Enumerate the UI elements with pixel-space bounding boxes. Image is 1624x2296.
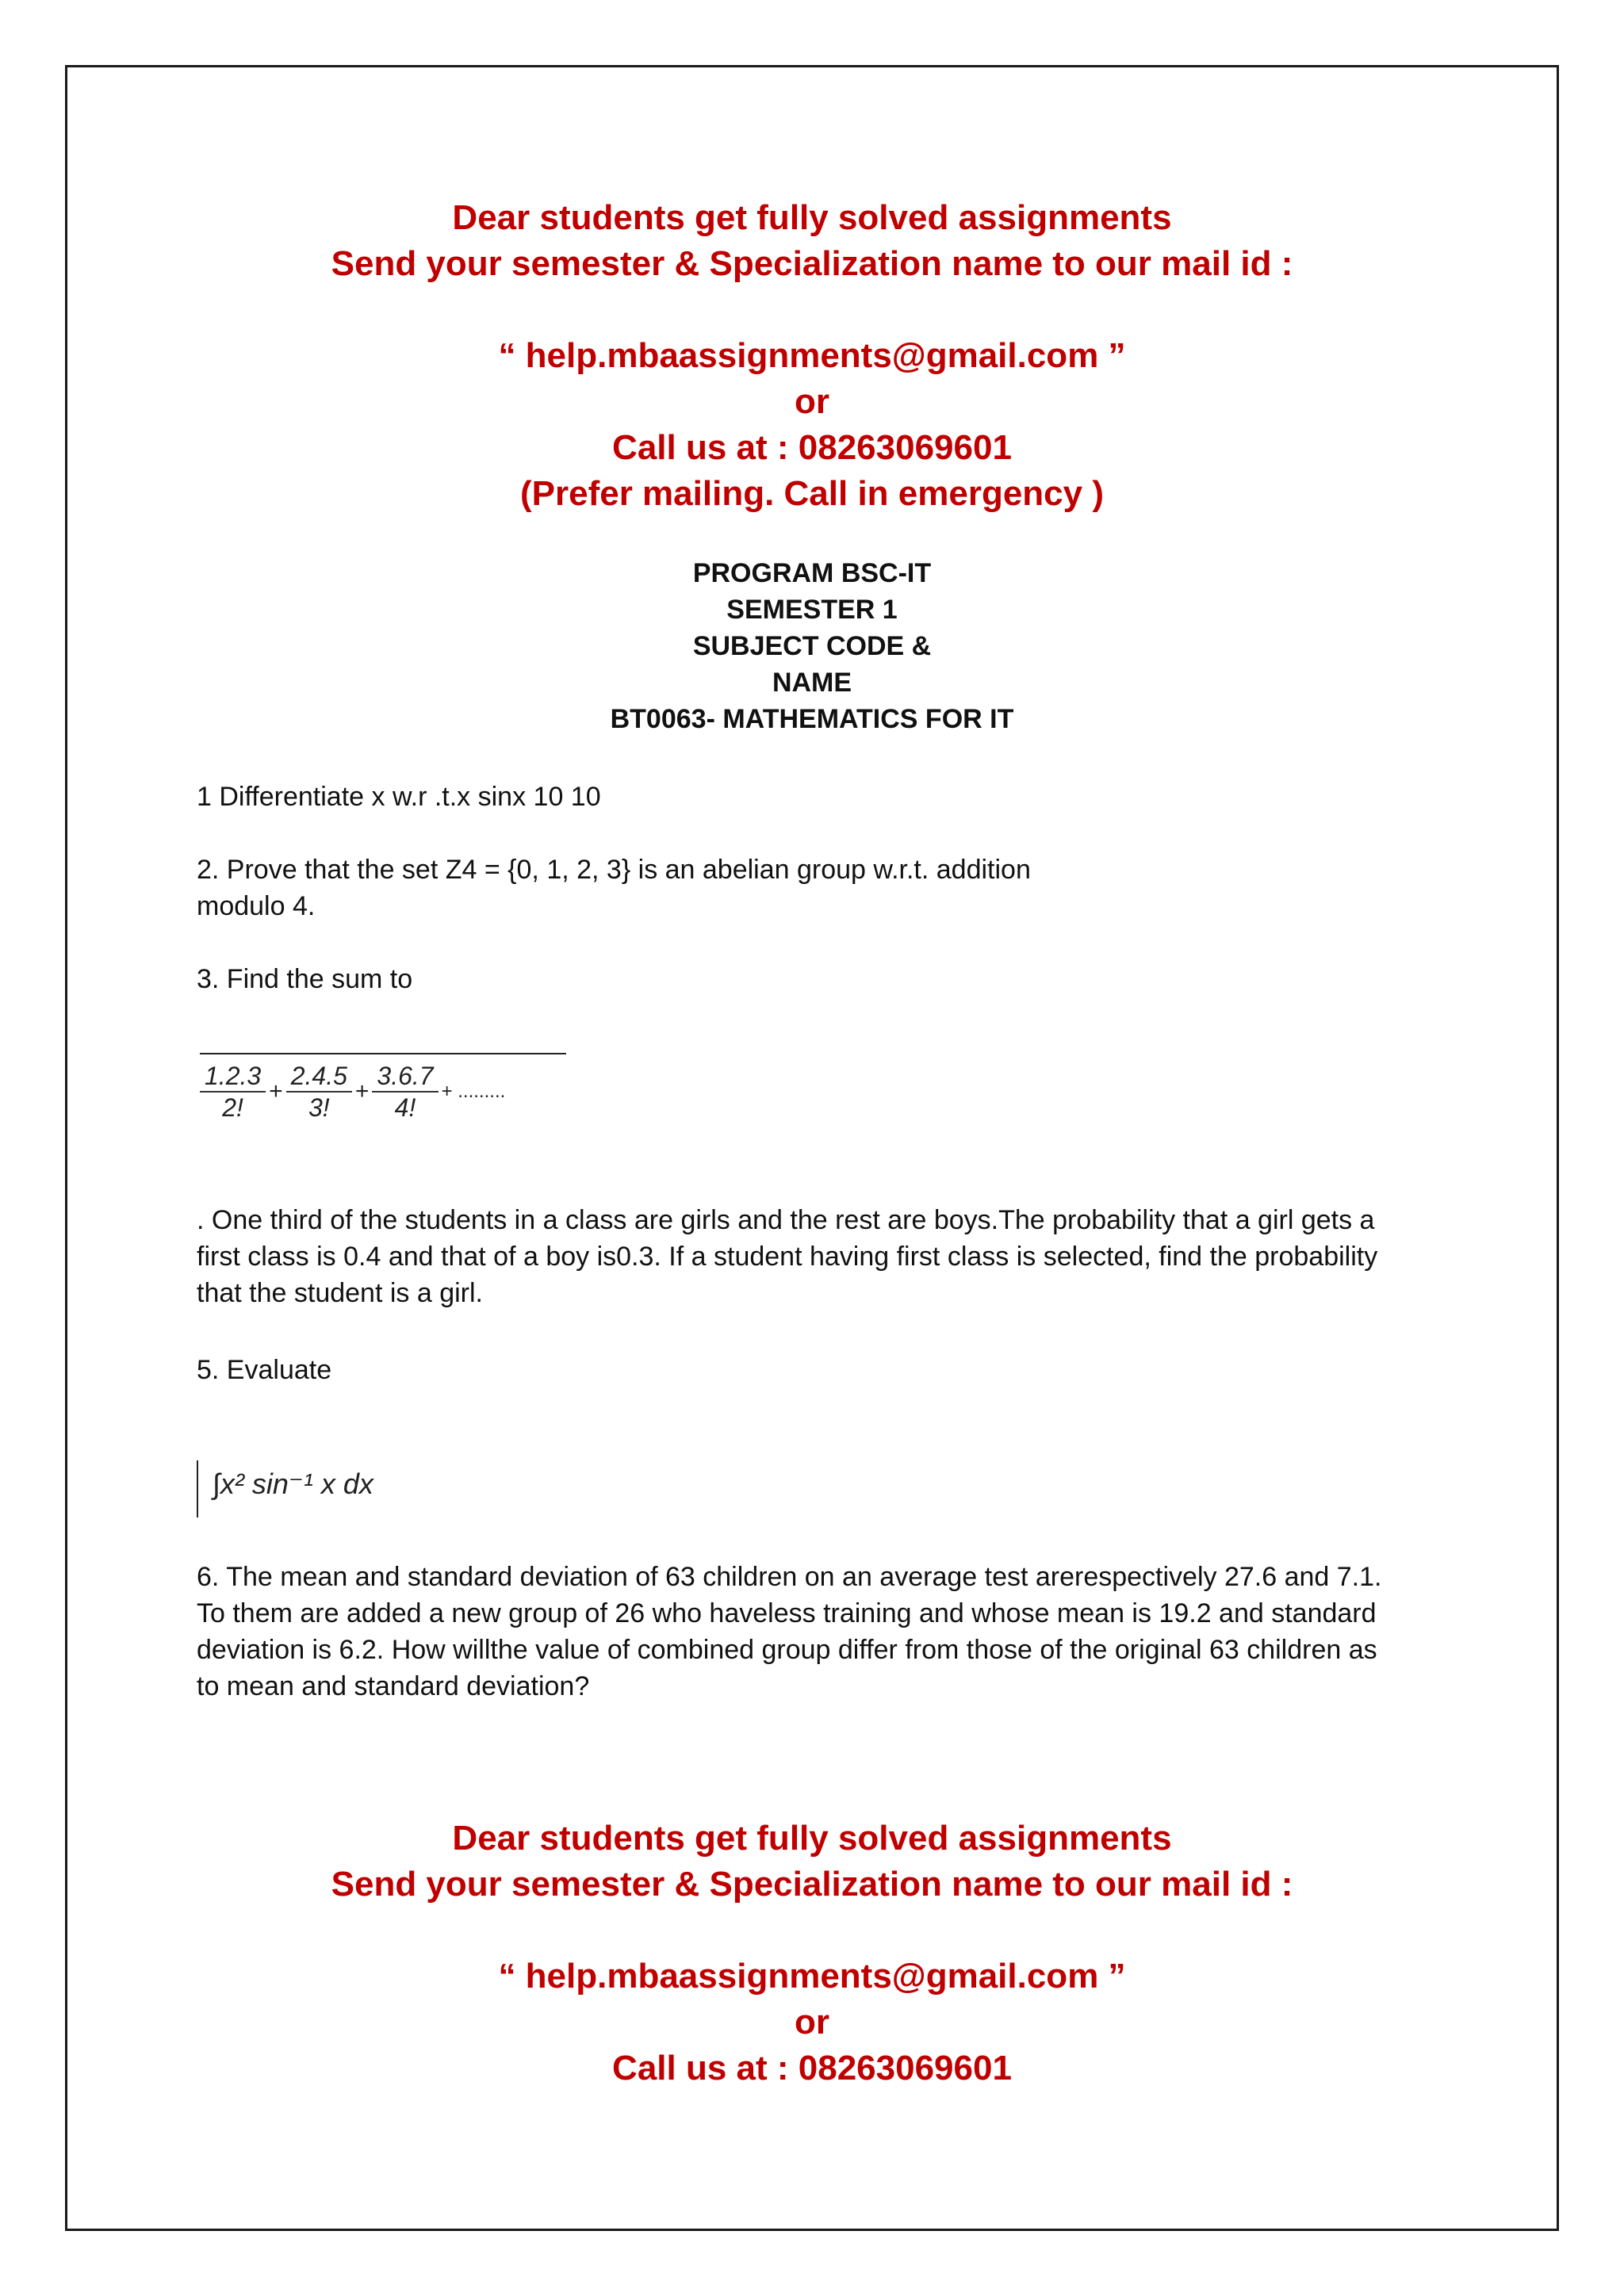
question-6-line4: to mean and standard deviation? xyxy=(197,1671,590,1701)
question-4-line3: that the student is a girl. xyxy=(197,1278,483,1308)
question-1: 1 Differentiate x w.r .t.x sinx 10 10 xyxy=(197,782,601,812)
question-6 xyxy=(197,1559,1434,1705)
question-5: 5. Evaluate xyxy=(197,1355,332,1385)
series-term-3-num: 3.6.7 xyxy=(372,1061,438,1093)
promo-top-line2: Send your semester & Specialization name to our mail id : xyxy=(331,244,1293,283)
promo-bottom-email: “ help.mbaassignments@gmail.com ” xyxy=(498,1957,1126,1996)
question-2 xyxy=(197,851,1434,924)
series-term-2 xyxy=(286,1061,352,1123)
plus-sign: + xyxy=(354,1078,370,1104)
series-term-2-den: 3! xyxy=(308,1093,330,1122)
semester-label: SEMESTER 1 xyxy=(726,595,898,625)
promo-top-email: “ help.mbaassignments@gmail.com ” xyxy=(498,336,1126,375)
series-formula xyxy=(200,1053,566,1132)
promo-bottom-line1: Dear students get fully solved assignments xyxy=(452,1819,1172,1858)
series-term-3-den: 4! xyxy=(394,1093,416,1122)
series-term-3 xyxy=(372,1061,438,1123)
promo-bottom-or: or xyxy=(795,2003,829,2042)
promo-top-or: or xyxy=(795,382,829,421)
promo-top xyxy=(0,195,1624,517)
question-6-line2: To them are added a new group of 26 who haveless training and whose mean is 19.2 and standard xyxy=(197,1598,1377,1628)
question-3: 3. Find the sum to xyxy=(197,964,413,994)
question-4-line2: first class is 0.4 and that of a boy is0.3. If a student having first class is selected, find the probability xyxy=(197,1242,1378,1272)
series-term-1 xyxy=(200,1061,266,1123)
question-6-line1: 6. The mean and standard deviation of 63 children on an average test arerespectively 27.6 and 7.1. xyxy=(197,1562,1382,1592)
promo-top-note: (Prefer mailing. Call in emergency ) xyxy=(519,474,1104,513)
question-2-line1: 2. Prove that the set Z4 = {0, 1, 2, 3} is an abelian group w.r.t. addition xyxy=(197,855,1031,885)
series-term-1-den: 2! xyxy=(222,1093,243,1122)
question-2-line2: modulo 4. xyxy=(197,891,316,921)
program-label: PROGRAM BSC-IT xyxy=(692,558,932,588)
integral-expression: ∫x² sin⁻¹ x dx xyxy=(213,1468,373,1500)
integral-formula xyxy=(197,1456,435,1522)
series-term-2-num: 2.4.5 xyxy=(286,1061,352,1093)
name-label: NAME xyxy=(772,668,852,698)
formula-left-rule xyxy=(197,1460,198,1517)
series-tail: + ......... xyxy=(441,1081,506,1102)
plus-sign: + xyxy=(269,1078,283,1104)
question-6-line3: deviation is 6.2. How willthe value of combined group differ from those of the original 63 children as xyxy=(197,1635,1377,1665)
promo-bottom-call: Call us at : 08263069601 xyxy=(612,2049,1012,2087)
question-4-line1: . One third of the students in a class are girls and the rest are boys.The probability that a girl gets a xyxy=(197,1205,1375,1235)
subject-title: BT0063- MATHEMATICS FOR IT xyxy=(610,704,1014,734)
series-term-1-num: 1.2.3 xyxy=(200,1061,266,1093)
promo-bottom xyxy=(0,1816,1624,2091)
subject-code-label: SUBJECT CODE & xyxy=(692,631,932,661)
question-4 xyxy=(197,1202,1434,1311)
assignment-header xyxy=(0,555,1624,737)
promo-top-line1: Dear students get fully solved assignments xyxy=(452,198,1172,237)
promo-top-call: Call us at : 08263069601 xyxy=(612,428,1012,467)
formula-top-rule xyxy=(200,1053,566,1054)
promo-bottom-line2: Send your semester & Specialization name to our mail id : xyxy=(331,1865,1293,1904)
